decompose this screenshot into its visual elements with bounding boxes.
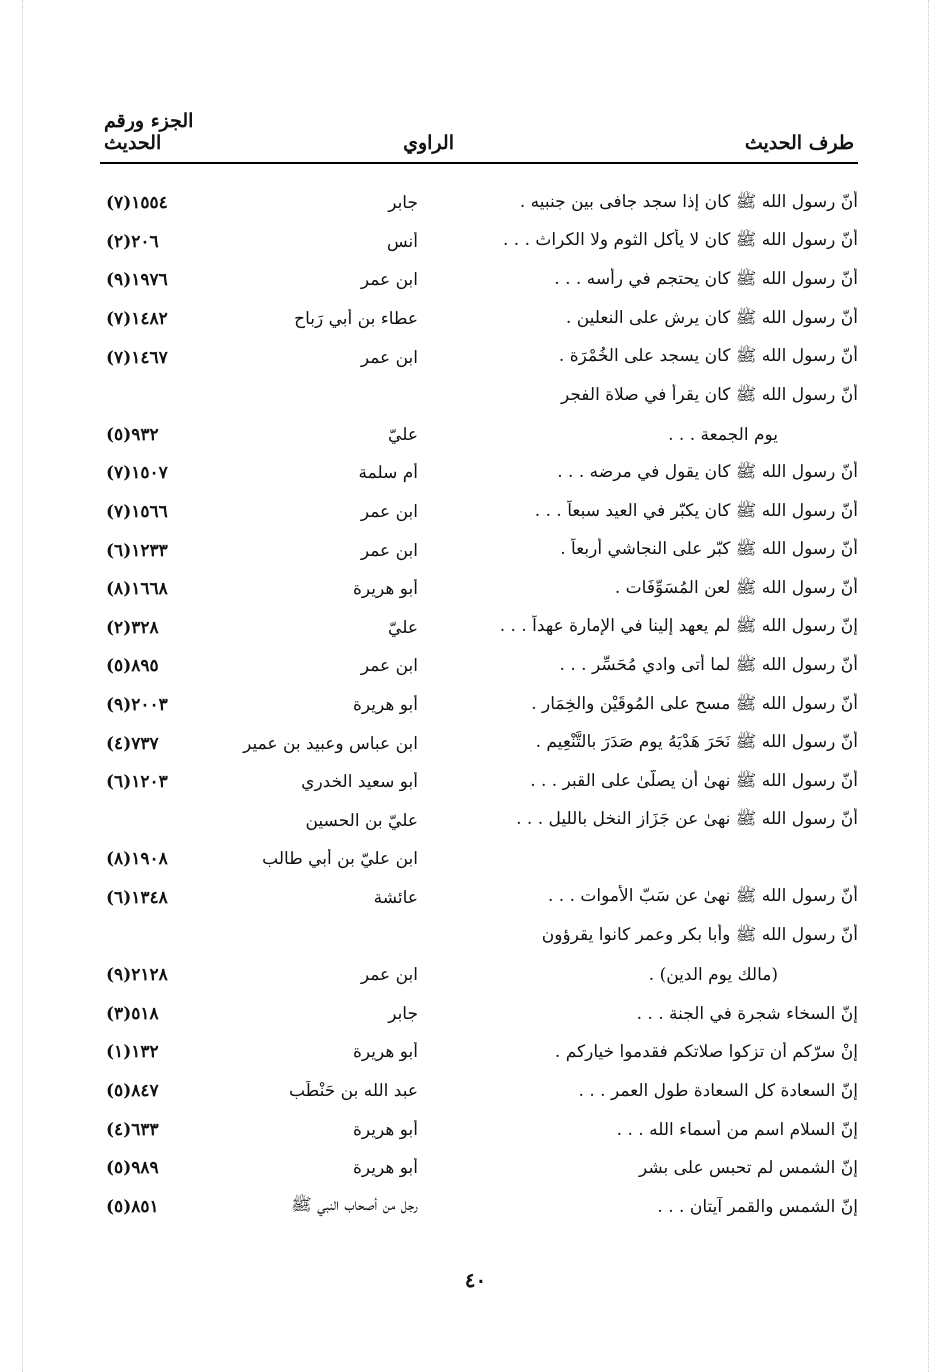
volume-hadith-number: (٤)٦٣٣ bbox=[106, 1119, 159, 1140]
table-row bbox=[100, 1110, 858, 1149]
volume-hadith-number: (٩)١٩٧٦ bbox=[106, 270, 168, 291]
narrator-name: عائشة bbox=[373, 887, 418, 908]
narrator-name: أبو هريرة bbox=[352, 1119, 418, 1140]
volume-hadith-number: (٥)٨٥١ bbox=[106, 1196, 159, 1217]
left-margin-dots bbox=[22, 0, 23, 1372]
narrator-name: عطاء بن أبي رَباح bbox=[294, 309, 418, 330]
narrator-name: جابر bbox=[388, 1003, 418, 1024]
narrator-name: أبو هريرة bbox=[352, 1158, 418, 1179]
table-row bbox=[100, 416, 858, 455]
volume-hadith-number: (٥)٩٨٩ bbox=[106, 1158, 159, 1179]
volume-hadith-number: (٧)١٤٨٢ bbox=[106, 309, 168, 330]
table-row bbox=[100, 724, 858, 763]
table-row bbox=[100, 840, 858, 879]
narrator-name: ابن عمر bbox=[360, 502, 418, 523]
hadith-text: أنّ رسول الله ﷺ كان يكبّر في العيد سبعاً . . . bbox=[534, 500, 858, 521]
header-hadith: طرف الحديث bbox=[744, 132, 854, 154]
volume-hadith-number: (١)١٣٢ bbox=[106, 1042, 159, 1063]
hadith-text: إنّ السلام اسم من أسماء الله . . . bbox=[616, 1119, 858, 1140]
table-row bbox=[100, 879, 858, 918]
volume-hadith-number: (٢)٣٢٨ bbox=[106, 617, 159, 638]
table-header bbox=[100, 110, 858, 164]
narrator-name: أبو هريرة bbox=[352, 695, 418, 716]
narrator-name: ابن عمر bbox=[360, 540, 418, 561]
hadith-text: أنّ رسول الله ﷺ كبّر على النجاشي أربعاً . bbox=[560, 539, 858, 560]
narrator-name: أنس bbox=[386, 231, 418, 252]
header-narrator: الراوي bbox=[403, 132, 454, 154]
table-row bbox=[100, 570, 858, 609]
narrator-name: ابن عمر bbox=[360, 347, 418, 368]
volume-hadith-number: (٥)٨٩٥ bbox=[106, 656, 159, 677]
narrator-name: عبد الله بن حَنْطَب bbox=[288, 1080, 418, 1101]
hadith-text: أنّ رسول الله ﷺ نَحَرَ هَدْيَهُ يوم صَدَرَ بالتَّنْعِيم . bbox=[535, 732, 858, 753]
table-row bbox=[100, 1187, 858, 1226]
volume-hadith-number: (٨)١٦٦٨ bbox=[106, 579, 168, 600]
table-row bbox=[100, 531, 858, 570]
volume-hadith-number: (٨)١٩٠٨ bbox=[106, 849, 168, 870]
table-row bbox=[100, 994, 858, 1033]
table-row bbox=[100, 454, 858, 493]
hadith-text: أنّ رسول الله ﷺ نهىٰ عن سَبّ الأموات . . . bbox=[547, 886, 858, 907]
table-row bbox=[100, 1072, 858, 1111]
header-ref: الجزء ورقم الحديث bbox=[104, 110, 194, 154]
hadith-text: أنّ رسول الله ﷺ كان يسجد على الخُمْرَة . bbox=[558, 346, 858, 367]
hadith-text: أنّ رسول الله ﷺ لعن المُسَوِّفَات . bbox=[614, 577, 858, 598]
table-row bbox=[100, 184, 858, 223]
hadith-text: أنّ رسول الله ﷺ نهىٰ أن يصلّىٰ على القبر . . . bbox=[530, 770, 858, 791]
volume-hadith-number: (٦)١٣٤٨ bbox=[106, 887, 168, 908]
volume-hadith-number: (٧)١٥٠٧ bbox=[106, 463, 168, 484]
volume-hadith-number: (٩)٢٠٠٣ bbox=[106, 695, 168, 716]
table-row bbox=[100, 956, 858, 995]
narrator-name: أم سلمة bbox=[358, 463, 418, 484]
table-row bbox=[100, 763, 858, 802]
narrator-name: رجل من أصحاب النبي ﷺ bbox=[291, 1195, 418, 1216]
hadith-text: إنّ السخاء شجرة في الجنة . . . bbox=[636, 1003, 858, 1024]
volume-hadith-number: (٥)٩٣٢ bbox=[106, 424, 159, 445]
table-row bbox=[100, 377, 858, 416]
table-row bbox=[100, 647, 858, 686]
narrator-name: جابر bbox=[388, 193, 418, 214]
hadith-text: أنّ رسول الله ﷺ وأبا بكر وعمر كانوا يقرؤون bbox=[541, 925, 858, 946]
narrator-name: ابن عباس وعبيد بن عمير bbox=[243, 733, 418, 754]
right-margin-dots bbox=[928, 0, 929, 1372]
narrator-name: أبو هريرة bbox=[352, 579, 418, 600]
volume-hadith-number: (٦)١٢٣٣ bbox=[106, 540, 168, 561]
table-row bbox=[100, 1033, 858, 1072]
hadith-text: أنّ رسول الله ﷺ كان يحتجم في رأسه . . . bbox=[554, 268, 858, 289]
hadith-text: أنّ رسول الله ﷺ لما أتى وادي مُحَسِّر . . . bbox=[559, 654, 858, 675]
narrator-name: ابن عمر bbox=[360, 270, 418, 291]
hadith-text: إنّ الشمس لم تحبس على بشر bbox=[638, 1158, 858, 1179]
page-number: ٤٠ bbox=[464, 1268, 487, 1292]
narrator-name: ابن عمر bbox=[360, 965, 418, 986]
hadith-text: إنْ سرّكم أن تزكوا صلاتكم فقدموا خياركم . bbox=[554, 1042, 858, 1063]
table-row bbox=[100, 223, 858, 262]
narrator-name: عليّ بن الحسين bbox=[305, 810, 418, 831]
hadith-text: أنّ رسول الله ﷺ كان يقول في مرضه . . . bbox=[557, 461, 858, 482]
table-row bbox=[100, 300, 858, 339]
table-row bbox=[100, 802, 858, 841]
table-row bbox=[100, 917, 858, 956]
narrator-name: ابن عمر bbox=[360, 656, 418, 677]
table-row bbox=[100, 1149, 858, 1188]
table-row bbox=[100, 686, 858, 725]
index-page bbox=[100, 110, 858, 1226]
hadith-text: إنّ الشمس والقمر آيتان . . . bbox=[657, 1196, 858, 1217]
volume-hadith-number: (٣)٥١٨ bbox=[106, 1003, 159, 1024]
volume-hadith-number: (٩)٢١٢٨ bbox=[106, 965, 168, 986]
narrator-name: عليّ bbox=[388, 424, 418, 445]
hadith-text: أنّ رسول الله ﷺ كان يقرأ في صلاة الفجر bbox=[560, 384, 858, 405]
volume-hadith-number: (٧)١٤٦٧ bbox=[106, 347, 168, 368]
volume-hadith-number: (٧)١٥٦٦ bbox=[106, 502, 168, 523]
table-row bbox=[100, 493, 858, 532]
hadith-text: أنّ رسول الله ﷺ كان يرش على النعلين . bbox=[565, 307, 858, 328]
hadith-text: أنّ رسول الله ﷺ نهىٰ عن جَزَاز النخل بالليل . . . bbox=[516, 809, 858, 830]
volume-hadith-number: (٥)٨٤٧ bbox=[106, 1080, 159, 1101]
table-row bbox=[100, 609, 858, 648]
table-row bbox=[100, 261, 858, 300]
index-rows bbox=[100, 184, 858, 1226]
volume-hadith-number: (٢)٢٠٦ bbox=[106, 231, 159, 252]
hadith-text: إنّ رسول الله ﷺ لم يعهد إلينا في الإمارة عهداً . . . bbox=[499, 616, 858, 637]
hadith-text: أنّ رسول الله ﷺ كان إذا سجد جافى بين جنبيه . bbox=[519, 191, 858, 212]
hadith-text: إنّ السعادة كل السعادة طول العمر . . . bbox=[578, 1080, 858, 1101]
narrator-name: أبو هريرة bbox=[352, 1042, 418, 1063]
narrator-name: عليّ bbox=[388, 617, 418, 638]
volume-hadith-number: (٧)١٥٥٤ bbox=[106, 193, 168, 214]
hadith-text: أنّ رسول الله ﷺ مسح على المُوقَيْن والخِمَار . bbox=[531, 693, 858, 714]
hadith-text: أنّ رسول الله ﷺ كان لا يأكل الثوم ولا الكراث . . . bbox=[502, 230, 858, 251]
narrator-name: أبو سعيد الخدري bbox=[301, 772, 418, 793]
table-row bbox=[100, 338, 858, 377]
hadith-text: (مالك يوم الدين) . bbox=[648, 965, 778, 986]
hadith-text: يوم الجمعة . . . bbox=[668, 424, 778, 445]
volume-hadith-number: (٦)١٢٠٣ bbox=[106, 772, 168, 793]
volume-hadith-number: (٤)٧٣٧ bbox=[106, 733, 159, 754]
narrator-name: ابن عليّ بن أبي طالب bbox=[262, 849, 418, 870]
